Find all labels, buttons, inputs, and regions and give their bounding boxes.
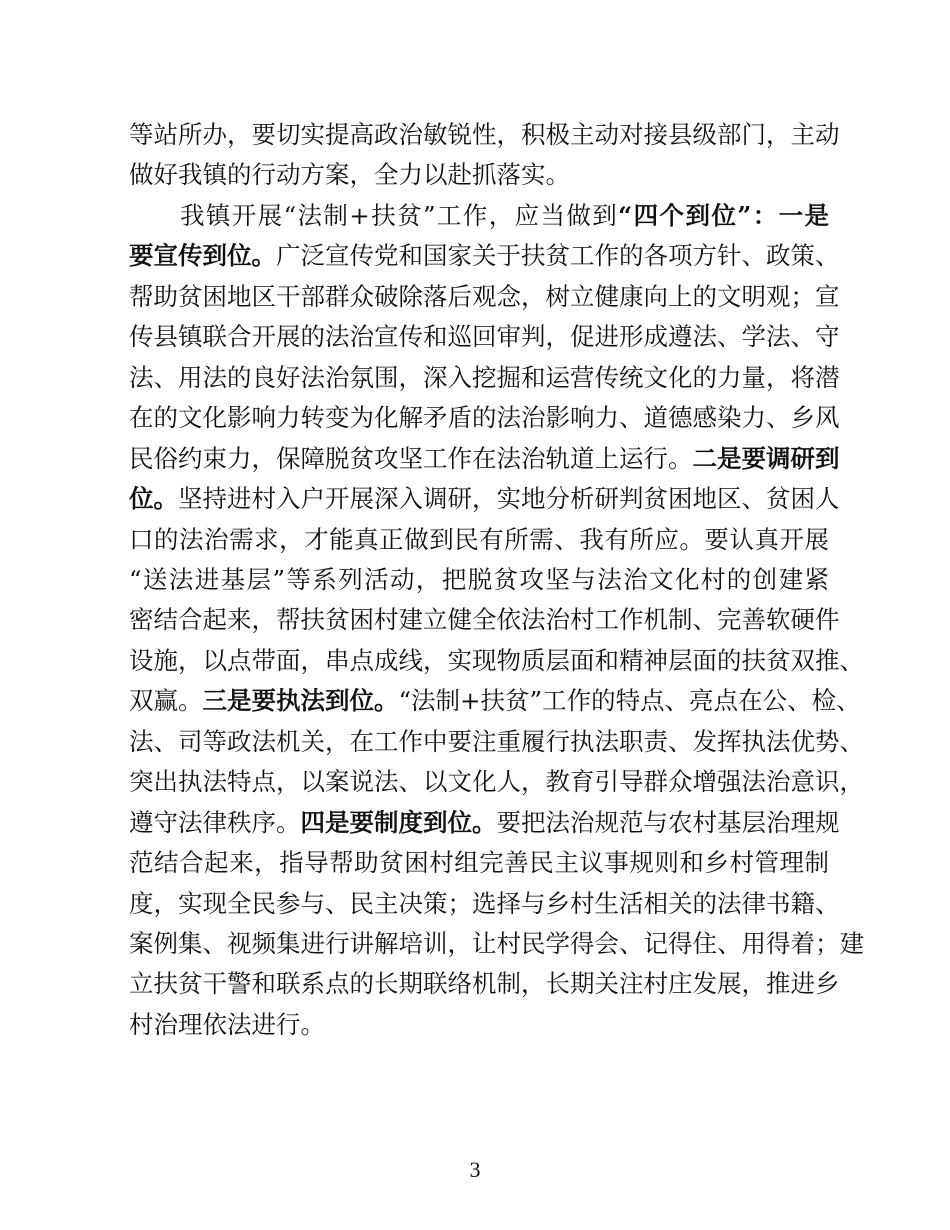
text-segment: 在的文化影响力转变为化解矛盾的法治影响力、道德感染力、乡风 [129, 403, 840, 433]
text-line [129, 277, 840, 317]
text-segment: 法、司等政法机关，在工作中要注重履行执法职责、发挥执法优势、 [129, 726, 864, 756]
text-segment: “送法进基层”等系列活动，把脱贫攻坚与法治文化村的创建紧 [129, 564, 829, 594]
text-line [129, 843, 829, 883]
text-line [129, 641, 864, 681]
text-line [129, 964, 840, 1004]
text-line [129, 924, 864, 964]
bold-text-segment: 三是要执法到位。 [202, 686, 399, 716]
text-segment: 传县镇联合开展的法治宣传和巡回审判，促进形成遵法、学法、守 [129, 322, 840, 352]
text-line [129, 115, 840, 155]
text-line [129, 520, 829, 560]
page-number: 3 [469, 1157, 481, 1182]
text-segment: 民俗约束力，保障脱贫攻坚工作在法治轨道上运行。 [129, 443, 693, 473]
text-segment: 做好我镇的行动方案，全力以赴抓落实。 [129, 160, 570, 190]
text-segment: 口的法治需求，才能真正做到民有所需、我有所应。要认真开展 [129, 524, 829, 554]
text-line [129, 681, 861, 721]
text-line [129, 560, 829, 600]
text-segment: 要把法治规范与农村基层治理规 [496, 807, 840, 837]
bold-text-segment: “四个到位”：一是 [618, 200, 830, 230]
text-line [180, 196, 829, 236]
text-segment: 帮助贫困地区干部群众破除落后观念，树立健康向上的文明观；宣 [129, 281, 840, 311]
text-line [129, 722, 864, 762]
text-line [129, 236, 840, 276]
text-segment: 立扶贫干警和联系点的长期联络机制，长期关注村庄发展，推进乡 [129, 969, 840, 999]
text-segment: 村治理依法进行。 [129, 1009, 325, 1039]
text-line [129, 803, 840, 843]
bold-text-segment: 四是要制度到位。 [300, 807, 497, 837]
text-segment: 等站所办，要切实提高政治敏锐性，积极主动对接县级部门，主动 [129, 120, 840, 149]
text-line [129, 398, 840, 438]
text-line [129, 762, 864, 802]
text-segment: 我镇开展“法制+扶贫”工作，应当做到 [180, 200, 619, 230]
text-line [129, 439, 840, 479]
text-segment: 双赢。 [129, 686, 203, 716]
text-segment: “法制+扶贫”工作的特点、亮点在公、检、 [398, 686, 861, 716]
text-line [129, 1005, 829, 1045]
text-line [129, 600, 840, 640]
text-segment: 法、用法的良好法治氛围，深入挖掘和运营传统文化的力量，将潜 [129, 362, 840, 392]
text-segment: 坚持进村入户开展深入调研，实地分析研判贫困地区、贫困人 [178, 484, 840, 514]
bold-text-segment: 位。 [129, 484, 178, 514]
text-line [129, 358, 840, 398]
bold-text-segment: 要宣传到位。 [129, 241, 276, 271]
text-segment: 范结合起来，指导帮助贫困村组完善民主议事规则和乡村管理制 [129, 848, 829, 878]
text-segment: 密结合起来，帮扶贫困村建立健全依法治村工作机制、完善软硬件 [129, 605, 840, 635]
text-segment: 突出执法特点，以案说法、以文化人，教育引导群众增强法治意识， [129, 767, 864, 797]
text-line [129, 317, 840, 357]
text-segment: 案例集、视频集进行讲解培训，让村民学得会、记得住、用得着；建 [129, 929, 864, 958]
text-segment: 设施，以点带面，串点成线，实现物质层面和精神层面的扶贫双推、 [129, 645, 864, 675]
text-line [129, 155, 829, 195]
text-line [129, 479, 840, 519]
text-line [129, 884, 840, 924]
text-segment: 度，实现全民参与、民主决策；选择与乡村生活相关的法律书籍、 [129, 888, 840, 918]
bold-text-segment: 二是要调研到 [692, 443, 840, 473]
text-segment: 遵守法律秩序。 [129, 807, 301, 837]
text-segment: 广泛宣传党和国家关于扶贫工作的各项方针、政策、 [276, 241, 840, 271]
